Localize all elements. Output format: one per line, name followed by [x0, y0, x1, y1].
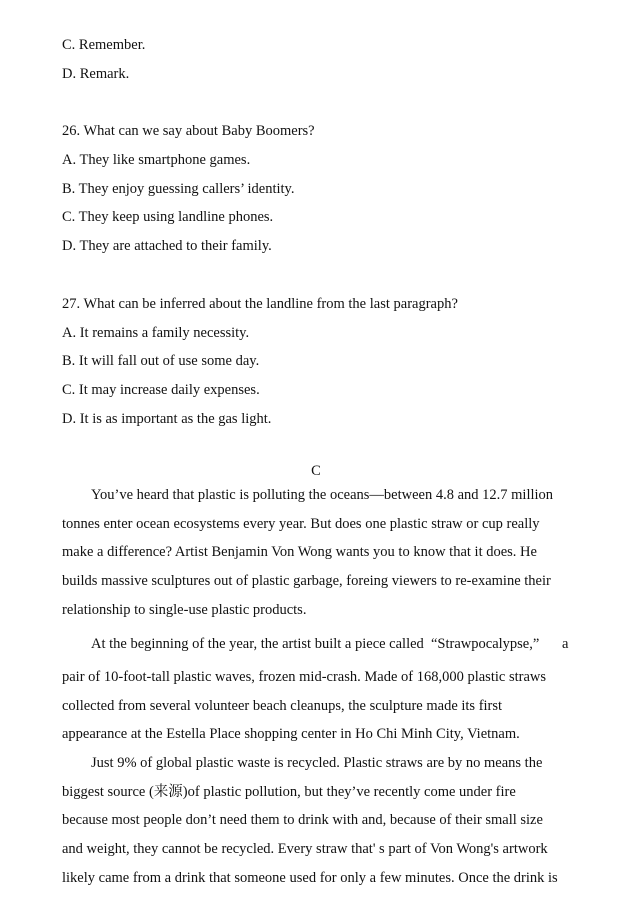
paragraph-line: relationship to single-use plastic products. [62, 602, 307, 618]
passage-heading: C [311, 463, 321, 479]
q26-option-b: B. They enjoy guessing callers’ identity. [62, 181, 295, 197]
paragraph-line: biggest source (来源)of plastic pollution, but they’ve recently come under fire [62, 784, 516, 800]
q27-question: 27. What can be inferred about the landline from the last paragraph? [62, 296, 458, 312]
paragraph-line: builds massive sculptures out of plastic garbage, foreing viewers to re-examine their [62, 573, 551, 589]
paragraph-line: likely came from a drink that someone used for only a few minutes. Once the drink is [62, 870, 558, 886]
paragraph-line: appearance at the Estella Place shopping center in Ho Chi Minh City, Vietnam. [62, 726, 520, 742]
q26-option-a: A. They like smartphone games. [62, 152, 251, 168]
paragraph-line: pair of 10-foot-tall plastic waves, frozen mid-crash. Made of 168,000 plastic straws [62, 669, 546, 685]
paragraph-line: a [562, 636, 569, 652]
q26-option-d: D. They are attached to their family. [62, 238, 272, 254]
paragraph-line: Just 9% of global plastic waste is recycled. Plastic straws are by no means the [91, 755, 543, 771]
q26-question: 26. What can we say about Baby Boomers? [62, 123, 315, 139]
q27-option-b: B. It will fall out of use some day. [62, 353, 260, 369]
paragraph-line: make a difference? Artist Benjamin Von Wong wants you to know that it does. He [62, 544, 537, 560]
q27-option-a: A. It remains a family necessity. [62, 325, 250, 341]
paragraph-line: and weight, they cannot be recycled. Every straw that' s part of Von Wong's artwork [62, 841, 548, 857]
paragraph-line: because most people don’t need them to drink with and, because of their small size [62, 812, 543, 828]
paragraph-line: collected from several volunteer beach cleanups, the sculpture made its first [62, 698, 503, 714]
quoted-title: “Strawpocalypse,” [431, 636, 540, 652]
paragraph-line: tonnes enter ocean ecosystems every year. But does one plastic straw or cup really [62, 516, 540, 532]
q27-option-d: D. It is as important as the gas light. [62, 411, 272, 427]
q25-option-c: C. Remember. [62, 37, 146, 53]
paragraph-line: You’ve heard that plastic is polluting the oceans—between 4.8 and 12.7 million [91, 487, 554, 503]
q25-option-d: D. Remark. [62, 66, 130, 82]
q27-option-c: C. It may increase daily expenses. [62, 382, 260, 398]
paragraph-line: At the beginning of the year, the artist built a piece called [91, 636, 424, 652]
q26-option-c: C. They keep using landline phones. [62, 209, 274, 225]
